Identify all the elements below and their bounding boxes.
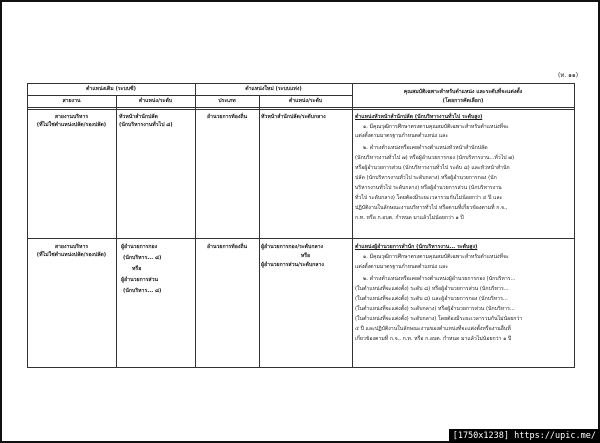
header-new-type: ประเภท	[218, 98, 236, 104]
header-qualifications: คุณสมบัติเฉพาะสำหรับตำแหน่ง และระดับที่จะแต่งตั้ง	[403, 89, 523, 95]
row1-qual-line: ๑. มีคุณวุฒิการศึกษาตรงตามคุณสมบัติเฉพาะสำหรับตำแหน่งที่จะ	[363, 124, 509, 130]
row1-old-position-1: หัวหน้าสำนักปลัด	[119, 114, 158, 120]
row2-qual-line: ๔ ปี และปฏิบัติงานในลักษณะงานของตำแหน่งที่จะแต่งตั้งหรืองานอื่นที่	[355, 326, 511, 332]
header-divider	[27, 95, 352, 96]
header-new-group: ตำแหน่งใหม่ (ระบบแท่ง)	[245, 86, 302, 92]
header-bottom-double	[27, 109, 575, 110]
row1-qual-line: บริหารงานทั่วไป ระดับกลาง) หรือผู้อำนวยการส่วน (นักบริหารงาน	[355, 185, 502, 191]
row2-new-position-1: ผู้อำนวยการกอง/ระดับกลาง	[261, 244, 324, 250]
row2-qual-line: (ในตำแหน่งที่จะแต่งตั้ง) ระดับกลาง) โดยต้องมีระยะเวลารวมกันไม่น้อยกว่า	[355, 316, 523, 322]
col-divider-4	[352, 83, 353, 368]
row2-new-position-2: หรือ	[300, 253, 311, 259]
row-divider	[27, 238, 575, 239]
row2-old-position-5: (นักบริหาร... ๘)	[123, 288, 162, 294]
col-divider-2	[195, 83, 196, 368]
row1-line-2: (ที่ไม่ใช่ตำแหน่งปลัด/รองปลัด)	[36, 122, 107, 128]
header-old-group: ตำแหน่งเดิม (ระบบซี)	[86, 86, 136, 92]
header-old-line: สายงาน	[62, 98, 81, 104]
row2-new-type: อำนวยการท้องถิ่น	[206, 244, 248, 250]
row2-qual-line: (ในตำแหน่งที่จะแต่งตั้ง) ระดับ ๘) หรือผู้อำนวยการส่วน (นักบริหาร...	[355, 286, 509, 292]
row2-old-position-3: หรือ	[132, 266, 142, 272]
image-watermark: [1750x1238] https://upic.me/	[449, 429, 600, 443]
header-bottom	[27, 107, 575, 108]
row2-qual-line: ๑. มีคุณวุฒิการศึกษาตรงตามคุณสมบัติเฉพาะสำหรับตำแหน่งที่จะ	[363, 254, 509, 260]
row2-line-2: (ที่ไม่ใช่ตำแหน่งปลัด/รองปลัด)	[36, 252, 107, 258]
col-divider-3	[259, 95, 260, 368]
table-border-bottom	[27, 367, 575, 368]
row1-old-position-2: (นักบริหารงานทั่วไป ๘)	[119, 122, 173, 128]
row2-line-1: สายงานบริหาร	[54, 244, 89, 250]
row1-qual-line: ก.ท. หรือ ก.อบต. กำหนด มาแล้วไม่น้อยกว่า ๑ ปี	[355, 215, 464, 221]
col-divider-1	[116, 95, 117, 368]
row2-qual-line: (ในตำแหน่งที่จะแต่งตั้ง) ระดับกลาง) หรือผู้อำนวยการส่วน (นักบริหาร...	[355, 306, 515, 312]
row1-qual-line: (นักบริหารงานทั่วไป ๗) หรือผู้อำนวยการกอง (นักบริหารงาน...ทั่วไป ๗)	[355, 155, 515, 161]
table-border-right	[574, 83, 575, 368]
row2-old-position-2: (นักบริหาร... ๘)	[123, 255, 162, 261]
row1-new-position-1: หัวหน้าสำนักปลัด/ระดับกลาง	[261, 114, 326, 120]
header-old-position-level: ตำแหน่ง/ระดับ	[138, 98, 173, 104]
row2-qual-line: (ในตำแหน่งที่จะแต่งตั้ง) ระดับ ๘) และผู้อำนวยการกอง (นักบริหาร...	[355, 296, 508, 302]
row2-qual-line: ๒. ดำรงตำแหน่งหรือเคยดำรงตำแหน่งผู้อำนวยการกอง (นักบริหาร...	[363, 276, 516, 282]
row1-qual-line: แต่งตั้งตามมาตรฐานกำหนดตำแหน่ง และ	[355, 133, 449, 139]
row2-qual-line: เกี่ยวข้องตามที่ ก.จ., ก.ท. หรือ ก.อบต. กำหนด มาแล้วไม่น้อยกว่า ๑ ปี	[355, 336, 512, 342]
row1-qual-line: หรือผู้อำนวยการส่วน (นักบริหารงานทั่วไป ระดับ ๘) และหัวหน้าสำนัก	[355, 165, 510, 171]
row2-new-position-3: ผู้อำนวยการส่วน/ระดับกลาง	[261, 262, 324, 268]
row1-qual-line: ทั่วไป ระดับกลาง) โดยต้องมีระยะเวลารวมกันไม่น้อยกว่า ๔ ปี และ	[355, 195, 503, 201]
position-table	[27, 83, 575, 368]
row2-old-position-4: ผู้อำนวยการส่วน	[121, 277, 159, 283]
row2-old-position-1: ผู้อำนวยการกอง	[121, 244, 158, 250]
row2-qual-title: ตำแหน่งผู้อำนวยการสำนัก (นักบริหารงาน... ระดับสูง)	[355, 244, 478, 250]
row1-qual-line: ปลัด (นักบริหารงานทั่วไป ระดับกลาง) หรือผู้อำนวยการกอง (นัก	[355, 175, 497, 181]
header-new-position-level: ตำแหน่ง/ระดับ	[288, 98, 323, 104]
row1-line-1: สายงานบริหาร	[54, 114, 89, 120]
table-border-top	[27, 83, 575, 84]
row2-qual-line: แต่งตั้งตามมาตรฐานกำหนดตำแหน่ง และ	[355, 264, 449, 270]
row1-qual-line: ๒. ดำรงตำแหน่งหรือเคยดำรงตำแหน่งหัวหน้าสำนักปลัด	[363, 145, 488, 151]
row1-qual-line: ปฏิบัติงานในลักษณะงานบริหารทั่วไป หรือตามที่เกี่ยวข้องตามที่ ก.จ.,	[355, 205, 508, 211]
header-qualifications-sub: (โดยการคัดเลือก)	[442, 98, 484, 104]
page-number: (ท. ๑๑)	[558, 72, 579, 79]
row1-qual-title: ตำแหน่งหัวหน้าสำนักปลัด (นักบริหารงานทั่วไป ระดับสูง)	[355, 114, 483, 120]
row1-new-type: อำนวยการท้องถิ่น	[206, 114, 248, 120]
